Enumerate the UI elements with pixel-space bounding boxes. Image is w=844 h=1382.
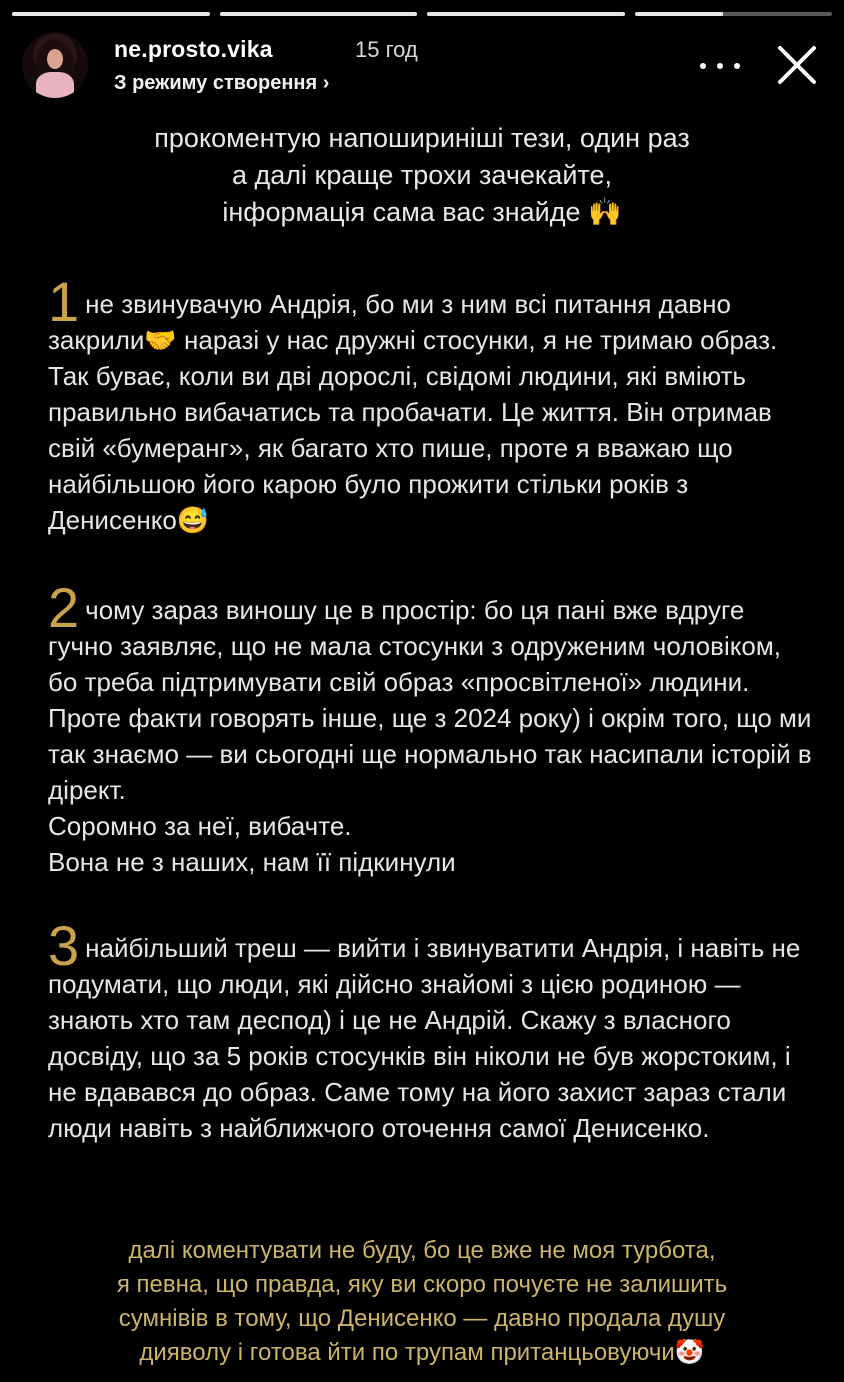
more-dot <box>717 63 723 69</box>
point-extra-line: Вона не з наших, нам її підкинули <box>48 847 456 877</box>
progress-fill <box>12 12 210 16</box>
more-dot <box>734 63 740 69</box>
created-with-link[interactable]: З режиму створення › <box>114 72 330 94</box>
story-header <box>22 32 828 102</box>
intro-line: а далі краще трохи зачекайте, <box>232 160 612 190</box>
point-text: не звинувачую Андрія, бо ми з ним всі питання давно закрили🤝 наразі у нас дружні стосунки, я не тримаю образ. Так буває, коли ви дві дорослі, свідомі людини, які вміють правильно вибачатись та пробачати. Це життя. Він отримав свій «бумеранг», як багато хто пише, проте я вважаю що найбільшою його карою було прожити стільки років з Денисенко😅 <box>48 289 778 535</box>
point-text: найбільший треш — вийти і звинуватити Андрія, і навіть не подумати, що люди, які дійсно знайомі з цією родиною — знають хто там деспод) і це не Андрій. Скажу з власного досвіду, що за 5 років стосунків він ніколи не був жорстоким, і не вдавався до образ. Саме тому на його захист зараз стали люди навіть з найближчого оточення самої Денисенко. <box>48 933 801 1143</box>
username[interactable]: ne.prosto.vika <box>114 36 273 62</box>
progress-fill <box>635 12 724 16</box>
point-number: 2 <box>48 576 80 639</box>
point-text: чому зараз виношу це в простір: бо ця пані вже вдруге гучно заявляє, що не мала стосунки з одруженим чоловіком, бо треба підтримувати свій образ «просвітленої» людини. Проте факти говорять інше, ще з 2024 року) і окрім того, що ми так знаємо — ви сьогодні ще нормально так насипали історій в дірект. <box>48 595 812 805</box>
intro-line: прокоментую напошириніші тези, один раз <box>154 123 690 153</box>
point-number: 1 <box>48 270 80 333</box>
point-3 <box>48 914 814 1146</box>
more-options-button[interactable] <box>700 56 740 76</box>
story-progress-bar <box>12 12 832 16</box>
outro-line: дияволу і готова йти по трупам пританцьовуючи🤡 <box>139 1339 705 1366</box>
outro-line: далі коментувати не буду, бо це вже не моя турбота, <box>128 1237 716 1264</box>
progress-segment-1 <box>12 12 210 16</box>
outro-line: я певна, що правда, яку ви скоро почуєте не залишить <box>116 1271 728 1298</box>
progress-segment-2 <box>220 12 418 16</box>
post-time: 15 год <box>355 37 418 62</box>
progress-segment-4 <box>635 12 833 16</box>
point-2 <box>48 576 814 880</box>
more-horizontal-icon <box>700 63 706 69</box>
point-number: 3 <box>48 914 80 977</box>
point-extra-line: Соромно за неї, вибачте. <box>48 811 352 841</box>
progress-fill <box>427 12 625 16</box>
outro-line: сумнівів в тому, що Денисенко — давно продала душу <box>118 1305 726 1332</box>
intro-text <box>0 120 844 231</box>
progress-segment-3 <box>427 12 625 16</box>
point-1 <box>48 270 814 538</box>
intro-line: інформація сама вас знайде 🙌 <box>222 197 622 227</box>
avatar[interactable] <box>22 32 88 98</box>
close-button[interactable] <box>772 40 822 90</box>
close-icon <box>772 40 822 90</box>
progress-fill <box>220 12 418 16</box>
outro-text <box>0 1234 844 1370</box>
